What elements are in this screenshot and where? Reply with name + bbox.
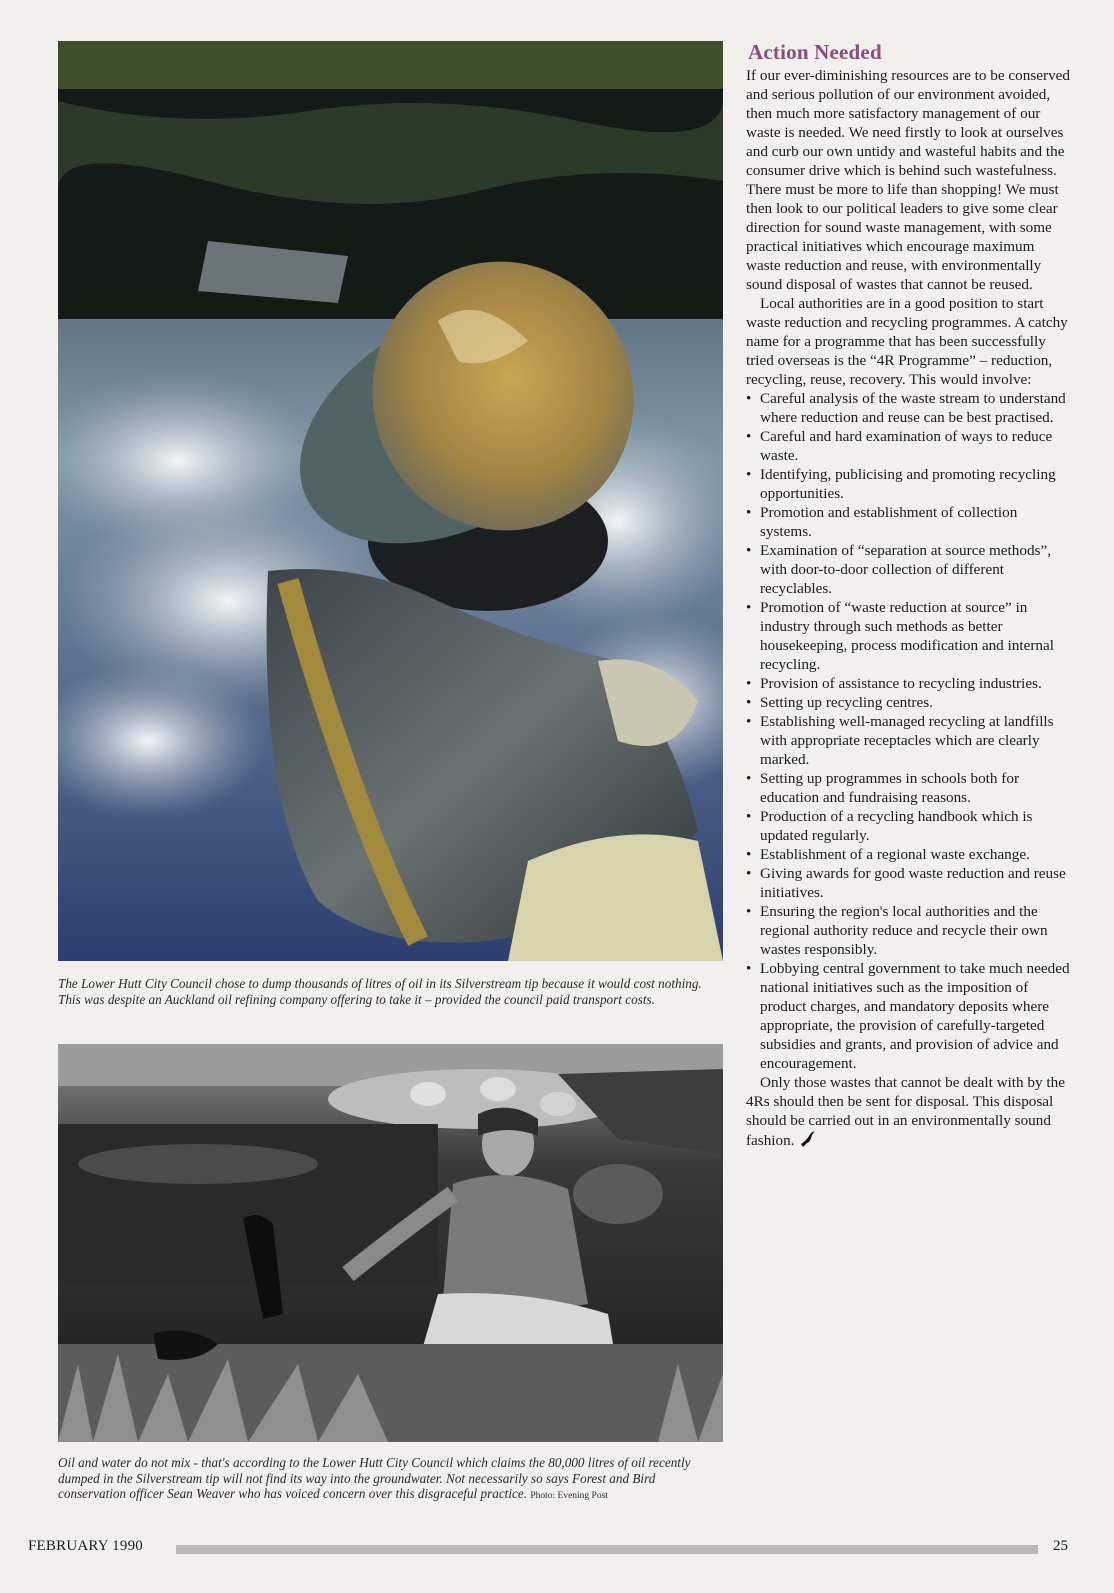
caption-bottom-text: Oil and water do not mix - that's according to the Lower Hutt City Council which claims the 80,000 litres of oil recently dumped in the Silverstream tip will not find its way into the groundwater. Not necessarily so says Forest and Bird conservation officer Sean Weaver who has voiced concern over this disgraceful practice. xyxy=(58,1455,691,1501)
photo-conservation-officer xyxy=(58,1044,723,1442)
bullet-icon: • xyxy=(746,675,752,692)
page-number: 25 xyxy=(1053,1538,1068,1554)
bullet-icon: • xyxy=(746,466,752,483)
article-heading: Action Needed xyxy=(748,40,882,64)
bird-end-mark-icon xyxy=(799,1130,817,1148)
list-item: • Careful analysis of the waste stream to understand where reduction and reuse can be best practised. xyxy=(746,390,1066,426)
list-item: • Promotion and establishment of collection systems. xyxy=(746,504,1018,540)
list-item: • Promotion of “waste reduction at source” in industry through such methods as better housekeeping, process modification and internal recycling. xyxy=(746,599,1054,673)
bullet-icon: • xyxy=(746,542,752,559)
photo-oil-drum xyxy=(58,41,723,961)
bullet-icon: • xyxy=(746,390,752,407)
bullet-icon: • xyxy=(746,770,752,787)
list-item: • Setting up recycling centres. xyxy=(746,694,933,711)
list-item: • Setting up programmes in schools both for education and fundraising reasons. xyxy=(746,770,1020,806)
bullet-icon: • xyxy=(746,599,752,616)
bullet-icon: • xyxy=(746,504,752,521)
bullet-icon: • xyxy=(746,808,752,825)
bullet-icon: • xyxy=(746,903,752,920)
list-item: • Production of a recycling handbook which is updated regularly. xyxy=(746,808,1033,844)
list-item: • Identifying, publicising and promoting recycling opportunities. xyxy=(746,466,1056,502)
list-item: • Establishment of a regional waste exchange. xyxy=(746,846,1030,863)
footer-date: FEBRUARY 1990 xyxy=(28,1538,143,1554)
bullet-icon: • xyxy=(746,846,752,863)
article-paragraph-1: If our ever-diminishing resources are to be conserved and serious pollution of our environment avoided, then much more satisfactory management of our waste is needed. We need firstly to look at ourselves and curb our own untidy and wasteful habits and the consumer drive which is behind such wastefulness. There must be more to life than shopping! We must then look to our political leaders to give some clear direction for sound waste management, with some practical initiatives which encourage maximum waste reduction and reuse, with environmentally sound disposal of wastes that cannot be reused. xyxy=(746,67,1070,293)
list-item: • Examination of “separation at source methods”, with door-to-door collection of different recyclables. xyxy=(746,542,1051,597)
list-item: • Ensuring the region's local authorities and the regional authority reduce and recycle their own wastes responsibly. xyxy=(746,903,1048,958)
list-item: • Giving awards for good waste reduction and reuse initiatives. xyxy=(746,865,1066,901)
bullet-list xyxy=(746,389,1072,1073)
footer-rule xyxy=(176,1545,1038,1554)
photo-credit: Photo: Evening Post xyxy=(530,1491,608,1501)
list-item: • Establishing well-managed recycling at landfills with appropriate receptacles which are clearly marked. xyxy=(746,713,1054,768)
bullet-icon: • xyxy=(746,713,752,730)
bullet-icon: • xyxy=(746,428,752,445)
bullet-icon: • xyxy=(746,865,752,882)
article-paragraph-3-text: Only those wastes that cannot be dealt with by the 4Rs should then be sent for disposal. This disposal should be carried out in an environmentally sound fashion. xyxy=(746,1074,1065,1149)
page-footer xyxy=(28,1538,1068,1560)
list-item: • Provision of assistance to recycling industries. xyxy=(746,675,1042,692)
list-item: • Lobbying central government to take much needed national initiatives such as the imposition of product charges, and mandatory deposits where appropriate, the provision of carefully-targeted subsidies and grants, and provision of advice and encouragement. xyxy=(746,960,1070,1072)
list-item: • Careful and hard examination of ways to reduce waste. xyxy=(746,428,1053,464)
article-paragraph-2: Local authorities are in a good position to start waste reduction and recycling programmes. A catchy name for a programme that has been successfully tried overseas is the “4R Programme” – reduction, recycling, reuse, recovery. This would involve: xyxy=(746,295,1068,388)
bullet-icon: • xyxy=(746,960,752,977)
photo-caption-bottom xyxy=(58,1455,723,1505)
bullet-icon: • xyxy=(746,694,752,711)
photo-caption-top: The Lower Hutt City Council chose to dump thousands of litres of oil in its Silverstream tip because it would cost nothing. This was despite an Auckland oil refining company offering to take it – provided the council paid transport costs. xyxy=(58,976,702,1007)
article-column xyxy=(746,40,1072,1150)
article-paragraph-3 xyxy=(746,1073,1072,1150)
